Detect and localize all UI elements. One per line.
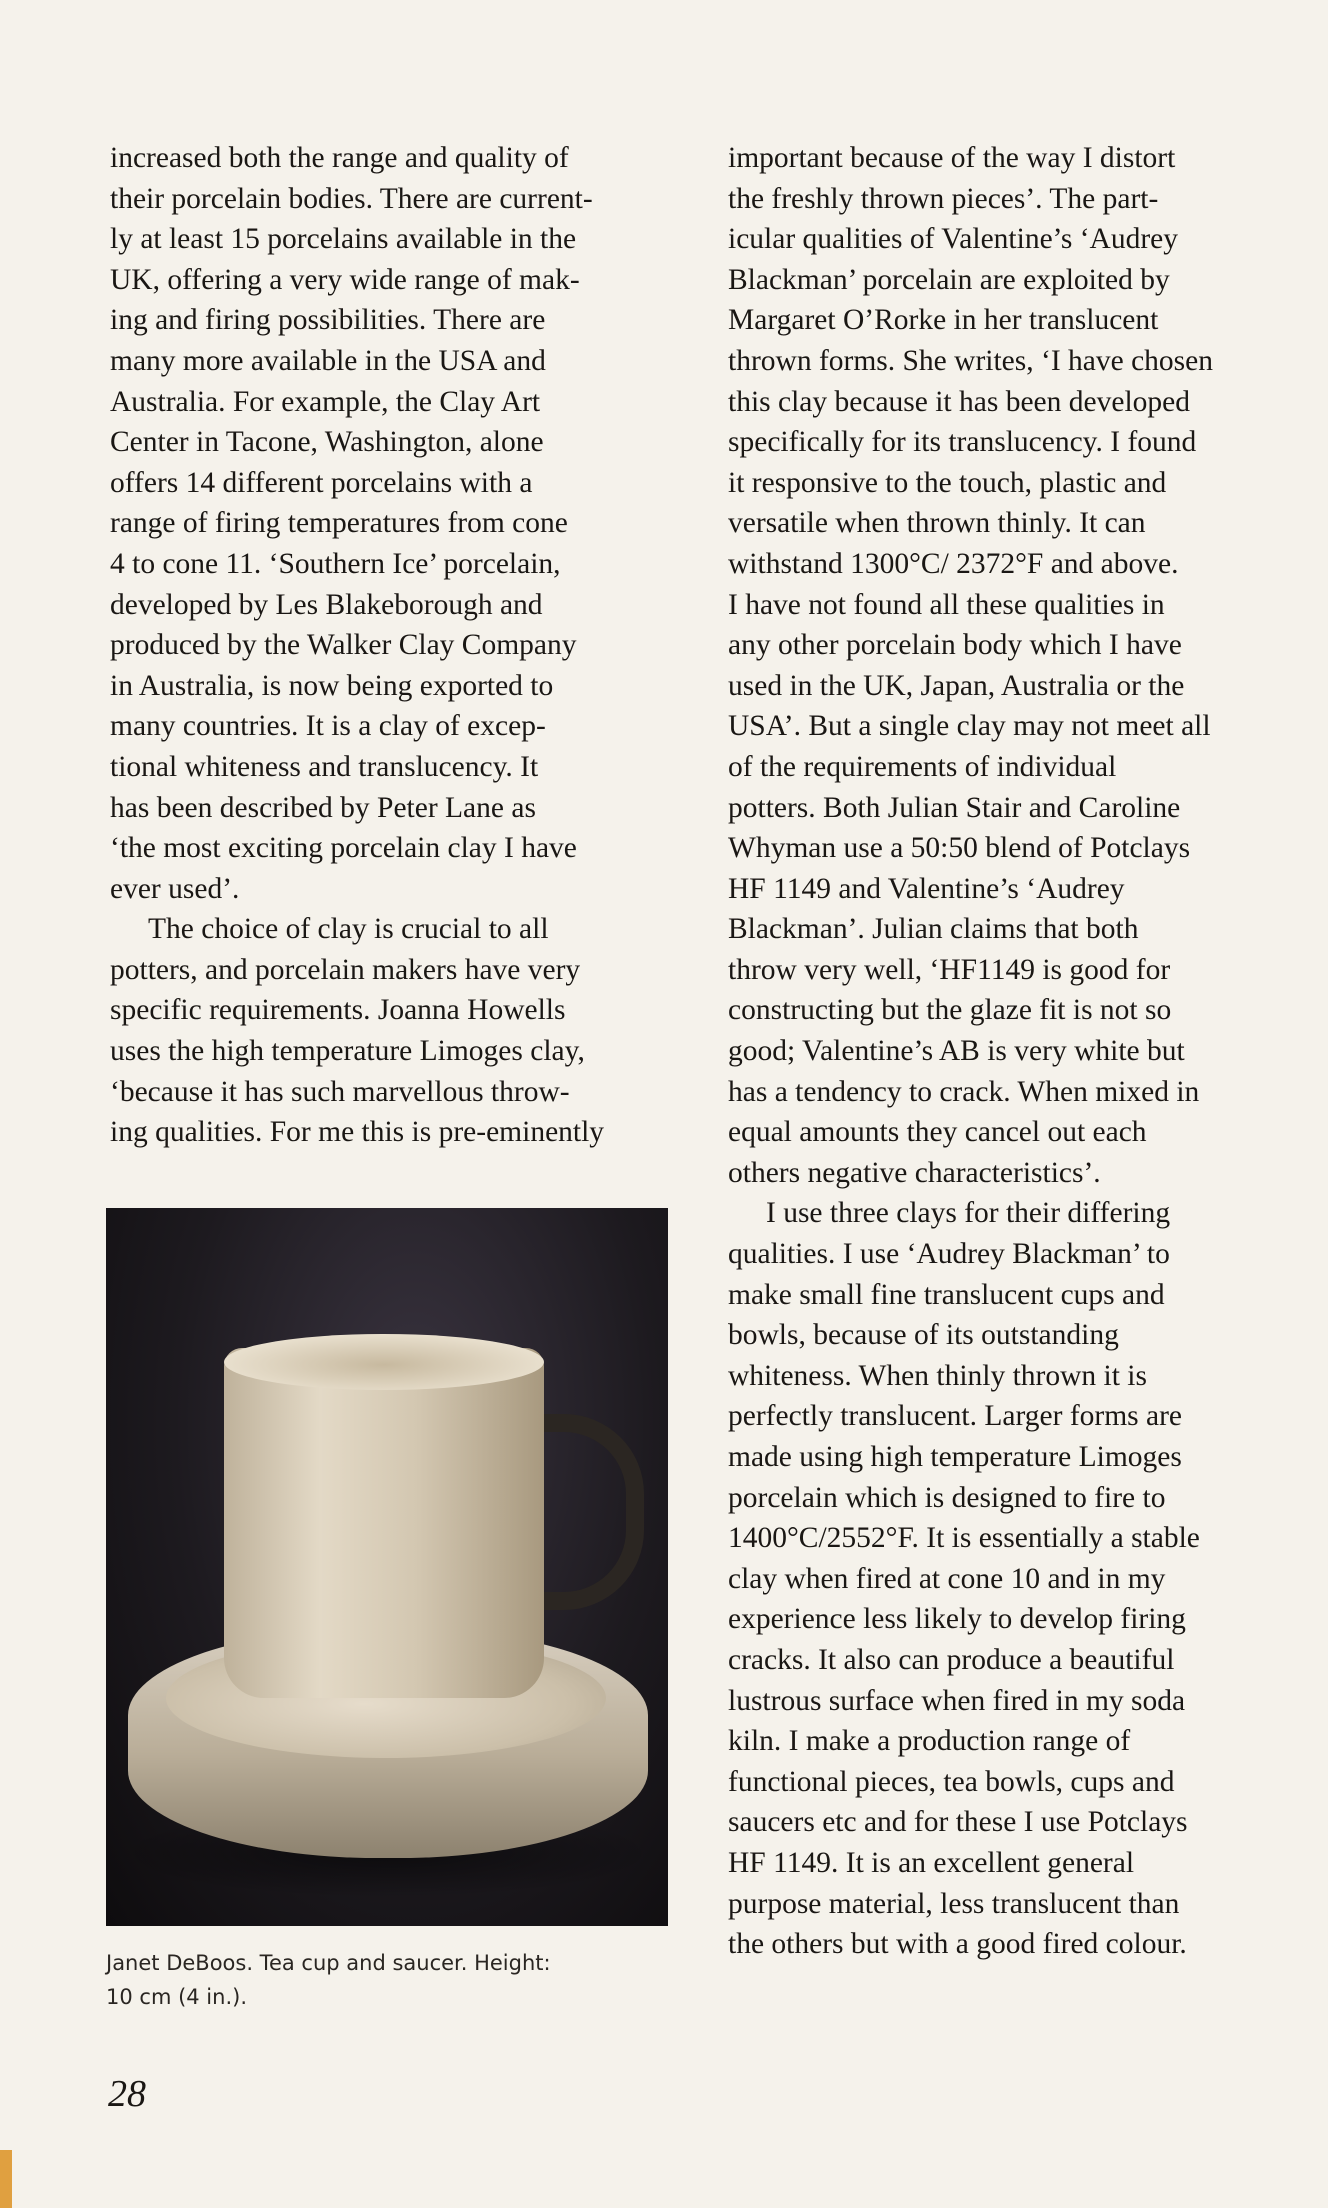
text-line: many countries. It is a clay of excep- [110, 710, 546, 743]
text-line: offers 14 different porcelains with a [110, 466, 533, 499]
text-line: USA’. But a single clay may not meet all [728, 710, 1211, 743]
text-line: icular qualities of Valentine’s ‘Audrey [728, 223, 1179, 256]
paragraph-1 [110, 138, 682, 909]
text-line: Australia. For example, the Clay Art [110, 385, 541, 418]
text-line: increased both the range and quality of [110, 142, 569, 174]
text-line: in Australia, is now being exported to [110, 669, 554, 702]
text-line: it responsive to the touch, plastic and [728, 466, 1167, 499]
text-line: their porcelain bodies. There are current- [110, 182, 593, 215]
text-line: clay when fired at cone 10 and in my [728, 1562, 1166, 1595]
text-line: made using high temperature Limoges [728, 1441, 1182, 1473]
text-line: I have not found all these qualities in [728, 588, 1165, 621]
text-line: ing and firing possibilities. There are [110, 304, 546, 337]
text-line: has been described by Peter Lane as [110, 791, 536, 824]
text-line: Center in Tacone, Washington, alone [110, 426, 544, 459]
text-line: lustrous surface when fired in my soda [728, 1684, 1186, 1717]
text-line: this clay because it has been developed [728, 385, 1190, 418]
text-line: ever used’. [110, 872, 240, 905]
text-line: important because of the way I distort [728, 142, 1176, 174]
text-line: UK, offering a very wide range of mak- [110, 263, 580, 296]
text-line: ly at least 15 porcelains available in the [110, 223, 577, 256]
text-line: equal amounts they cancel out each [728, 1116, 1147, 1149]
text-line: range of firing temperatures from cone [110, 507, 568, 540]
text-line: of the requirements of individual [728, 750, 1117, 783]
text-line: qualities. I use ‘Audrey Blackman’ to [728, 1238, 1170, 1271]
text-line: any other porcelain body which I have [728, 629, 1182, 662]
text-line: functional pieces, tea bowls, cups and [728, 1765, 1175, 1798]
cup-rim [224, 1334, 544, 1390]
caption-line: Janet DeBoos. Tea cup and saucer. Height: [106, 1951, 551, 1975]
text-line: ‘because it has such marvellous throw- [110, 1075, 570, 1108]
caption-line: 10 cm (4 in.). [106, 1985, 247, 2009]
text-line: Blackman’. Julian claims that both [728, 913, 1139, 946]
text-line: The choice of clay is crucial to all [148, 913, 549, 946]
text-line: specific requirements. Joanna Howells [110, 994, 566, 1027]
paragraph-4 [728, 1193, 1268, 1964]
text-line: ‘the most exciting porcelain clay I have [110, 832, 577, 865]
text-line: porcelain which is designed to fire to [728, 1481, 1166, 1514]
text-line: HF 1149 and Valentine’s ‘Audrey [728, 872, 1125, 905]
text-line: good; Valentine’s AB is very white but [728, 1035, 1185, 1068]
text-line: 1400°C/2552°F. It is essentially a stable [728, 1522, 1200, 1555]
text-line: withstand 1300°C/ 2372°F and above. [728, 547, 1179, 580]
right-text-column [728, 138, 1268, 1965]
text-line: developed by Les Blakeborough and [110, 588, 543, 621]
text-line: versatile when thrown thinly. It can [728, 507, 1146, 540]
text-line: make small fine translucent cups and [728, 1278, 1165, 1311]
text-line: potters. Both Julian Stair and Caroline [728, 791, 1181, 824]
text-line: bowls, because of its outstanding [728, 1319, 1119, 1352]
text-line: kiln. I make a production range of [728, 1725, 1131, 1758]
text-line: I use three clays for their differing [766, 1197, 1171, 1230]
text-line: constructing but the glaze fit is not so [728, 994, 1172, 1027]
teacup-photo [106, 1208, 668, 1926]
text-line: purpose material, less translucent than [728, 1887, 1180, 1920]
text-line: perfectly translucent. Larger forms are [728, 1400, 1183, 1433]
text-line: saucers etc and for these I use Potclays [728, 1806, 1188, 1839]
text-line: used in the UK, Japan, Australia or the [728, 669, 1185, 702]
text-line: produced by the Walker Clay Company [110, 629, 577, 662]
text-line: throw very well, ‘HF1149 is good for [728, 953, 1171, 986]
text-line: others negative characteristics’. [728, 1156, 1101, 1189]
text-line: Whyman use a 50:50 blend of Potclays [728, 832, 1191, 865]
paragraph-2 [110, 909, 682, 1153]
cup-body [224, 1348, 544, 1698]
text-line: potters, and porcelain makers have very [110, 953, 581, 986]
photo-caption [106, 1946, 686, 2014]
paragraph-3 [728, 138, 1268, 1193]
page-edge-tab [0, 2150, 12, 2208]
left-text-column [110, 138, 682, 1153]
text-line: HF 1149. It is an excellent general [728, 1846, 1135, 1879]
page-number: 28 [108, 2073, 146, 2115]
text-line: Margaret O’Rorke in her translucent [728, 304, 1159, 337]
text-line: thrown forms. She writes, ‘I have chosen [728, 344, 1213, 377]
text-line: experience less likely to develop firing [728, 1603, 1186, 1636]
text-line: tional whiteness and translucency. It [110, 750, 539, 783]
text-line: the freshly thrown pieces’. The part- [728, 182, 1159, 215]
text-line: whiteness. When thinly thrown it is [728, 1359, 1147, 1392]
text-line: has a tendency to crack. When mixed in [728, 1075, 1200, 1108]
text-line: the others but with a good fired colour. [728, 1928, 1187, 1961]
text-line: 4 to cone 11. ‘Southern Ice’ porcelain, [110, 547, 561, 580]
text-line: Blackman’ porcelain are exploited by [728, 263, 1170, 296]
text-line: uses the high temperature Limoges clay, [110, 1035, 585, 1068]
text-line: many more available in the USA and [110, 344, 546, 377]
text-line: cracks. It also can produce a beautiful [728, 1643, 1175, 1676]
text-line: specifically for its translucency. I found [728, 426, 1197, 459]
text-line: ing qualities. For me this is pre-eminently [110, 1116, 605, 1149]
